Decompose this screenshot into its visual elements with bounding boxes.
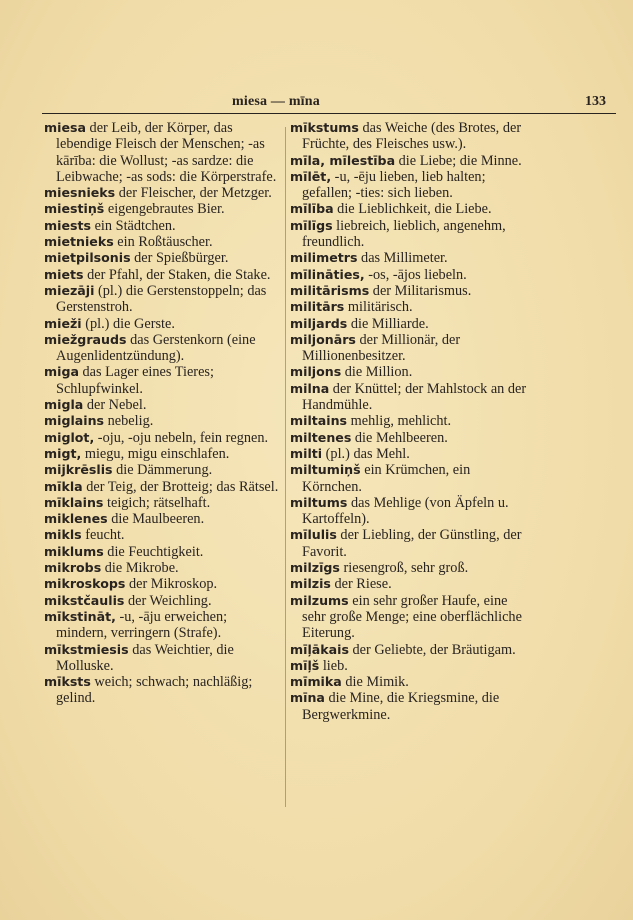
entry-definition: die Milliarde. [347,315,429,332]
entry-definition: die Mimik. [341,674,409,691]
entry-definition: der Knüttel; der Mahlstock an der Handmühle. [302,380,527,414]
dictionary-entry [44,462,280,478]
dictionary-entry [44,544,280,560]
page-number: 133 [585,94,606,109]
entry-headword: mīlulis [290,527,337,543]
entry-headword: mīklains [44,494,104,510]
dictionary-entry [290,690,530,723]
entry-headword: mīlīgs [290,217,333,233]
entry-headword: miests [44,217,91,233]
dictionary-entry [44,397,280,413]
dictionary-entry [44,267,280,283]
entry-definition: nebelig. [104,413,154,430]
dictionary-entry [44,593,280,609]
dictionary-entry [44,316,280,332]
dictionary-entry [44,609,280,642]
entry-headword: mīlība [290,201,334,217]
entry-definition: teigich; rätselhaft. [103,494,211,511]
entry-headword: migt, [44,445,82,461]
dictionary-entry [290,250,530,266]
dictionary-entry [44,283,280,316]
entry-headword: miljonārs [290,331,356,347]
dictionary-entry [290,283,530,299]
dictionary-entry [290,430,530,446]
entry-definition: militärisch. [344,299,413,316]
dictionary-entry [44,642,280,675]
entry-headword: militārisms [290,282,370,298]
entry-headword: mīkla [44,478,83,494]
dictionary-entry [44,201,280,217]
entry-headword: mikroskops [44,576,126,592]
entry-headword: mikls [44,527,82,543]
entry-definition: die Mehlbeeren. [351,429,448,446]
entry-definition: die Mine, die Kriegsmine, die Bergwerkmine. [302,690,500,723]
entry-headword: mīkstums [290,120,359,135]
entry-definition: das Weiche (des Brotes, der Früchte, des Fleisches usw.). [302,120,522,153]
dictionary-entry [44,185,280,201]
entry-definition: der Riese. [330,576,392,593]
entry-definition: -os, -ājos liebeln. [364,266,467,283]
entry-definition: der Militarismus. [369,282,472,299]
entry-headword: miesnieks [44,185,116,201]
entry-headword: mīkstināt, [44,608,116,624]
dictionary-entry [44,234,280,250]
entry-definition: der Fleischer, der Metzger. [115,185,272,202]
entry-headword: miltenes [290,429,352,445]
entry-definition: die Lieblichkeit, die Liebe. [333,201,492,218]
entry-definition: -u, -ēju lieben, lieb halten; gefallen; -ties: sich lieben. [302,168,486,202]
entry-headword: miežgrauds [44,331,127,347]
dictionary-entry [290,642,530,658]
entry-definition: liebreich, lieblich, angenehm, freundlich. [302,217,506,251]
dictionary-entry [290,381,530,414]
entry-headword: milzums [290,592,349,608]
entry-headword: mīlēt, [290,168,332,184]
entry-headword: militārs [290,299,345,315]
entry-headword: miklenes [44,511,108,527]
entry-definition: mehlig, mehlicht. [347,413,452,430]
entry-definition: die Million. [341,364,413,381]
header-rule [42,113,616,114]
entry-definition: riesengroß, sehr groß. [339,560,469,577]
entry-headword: miesa [44,120,86,135]
dictionary-entry [44,511,280,527]
entry-headword: miglot, [44,429,95,445]
dictionary-entry [290,413,530,429]
dictionary-entry [290,316,530,332]
entry-headword: miklums [44,543,104,559]
dictionary-entry [44,364,280,397]
entry-headword: mietpilsonis [44,250,131,266]
entry-headword: miestiņš [44,201,105,217]
entry-headword: milzīgs [290,560,340,576]
dictionary-entry [290,267,530,283]
column-divider [285,127,286,807]
dictionary-entry [44,560,280,576]
dictionary-entry [290,527,530,560]
entry-definition: lieb. [319,657,348,674]
entry-definition: der Geliebte, der Bräutigam. [348,641,516,658]
entry-headword: mietnieks [44,234,114,250]
entry-definition: der Millionär, der Millionenbesitzer. [302,331,461,365]
page-header [42,90,618,112]
dictionary-entry [44,446,280,462]
entry-headword: mikstčaulis [44,592,125,608]
dictionary-entry [290,201,530,217]
entry-definition: die Feuchtigkeit. [103,543,204,560]
dictionary-entry [290,658,530,674]
entry-definition: das Mehlige (von Äpfeln u. Kartoffeln). [302,494,509,528]
dictionary-entry [44,495,280,511]
entry-headword: mīkstmiesis [44,641,129,657]
dictionary-entry [290,332,530,365]
entry-definition: -oju, -oju nebeln, fein regnen. [94,429,269,446]
dictionary-entry [44,674,280,707]
entry-definition: ein Roßtäuscher. [113,234,213,251]
dictionary-entry [290,169,530,202]
entry-headword: miltumiņš [290,462,361,478]
entry-definition: (pl.) das Mehl. [322,445,410,462]
entry-headword: mīksts [44,674,91,690]
entry-headword: mijkrēslis [44,462,113,478]
dictionary-entry [290,462,530,495]
entry-headword: mieži [44,315,82,331]
entry-headword: miljards [290,315,348,331]
dictionary-entry [44,527,280,543]
entry-headword: miets [44,266,84,282]
entry-definition: der Pfahl, der Staken, die Stake. [83,266,271,283]
entry-headword: mikrobs [44,560,102,576]
entry-definition: ein sehr großer Haufe, eine sehr große Menge; eine oberflächliche Eiterung. [302,592,522,642]
entry-definition: der Mikroskop. [125,576,218,593]
dictionary-entry [290,218,530,251]
entry-headword: mīla, mīlestība [290,152,396,168]
entry-definition: miegu, migu einschlafen. [81,445,230,462]
entry-headword: miljons [290,364,342,380]
entry-definition: das Lager eines Tieres; Schlupfwinkel. [56,364,214,397]
dictionary-entry [44,430,280,446]
entry-headword: milna [290,380,330,396]
dictionary-entry [290,120,530,153]
dictionary-entry [290,364,530,380]
entry-headword: miltains [290,413,348,429]
dictionary-entry [290,446,530,462]
entry-definition: der Nebel. [83,397,147,414]
dictionary-entry [290,560,530,576]
entry-definition: eigengebrautes Bier. [104,201,225,218]
entry-definition: ein Krümchen, ein Körnchen. [302,462,471,495]
dictionary-entry [44,120,280,185]
entry-headword: milzis [290,576,331,592]
dictionary-entry [290,495,530,528]
entry-headword: milimetrs [290,250,358,266]
dictionary-entry [290,674,530,690]
entry-headword: mīļš [290,657,320,673]
entry-definition: die Mikrobe. [101,560,179,577]
entry-headword: mīlināties, [290,266,365,282]
dictionary-entry [44,218,280,234]
running-head: miesa — mīna [232,94,320,109]
dictionary-entry [290,576,530,592]
entry-headword: miglains [44,413,105,429]
entry-headword: milti [290,445,323,461]
entry-definition: der Spießbürger. [130,250,229,267]
entry-definition: der Leib, der Körper, das lebendige Fleisch der Menschen; -as kārība: die Wollust; -as sardze: die Leibwache; -as sods: die Körperstrafe. [56,120,277,185]
dictionary-entry [290,299,530,315]
dictionary-entry [44,576,280,592]
entry-definition: (pl.) die Gerstenstoppeln; das Gerstenstroh. [56,282,267,316]
entry-definition: das Gerstenkorn (eine Augenlidentzündung). [56,331,256,365]
entry-definition: der Teig, der Brotteig; das Rätsel. [82,478,279,495]
entry-headword: miltums [290,494,348,510]
entry-definition: die Maulbeeren. [107,511,205,528]
entry-headword: mīļākais [290,641,349,657]
entry-definition: weich; schwach; nachläßig; gelind. [56,674,253,707]
entry-definition: die Liebe; die Minne. [395,152,522,169]
entry-headword: miezāji [44,282,95,298]
entry-definition: der Weichling. [124,592,212,609]
dictionary-entry [44,479,280,495]
right-column [290,120,530,723]
dictionary-entry [290,153,530,169]
entry-headword: mīna [290,690,325,706]
entry-definition: -u, -āju erweichen; mindern, verringern (Strafe). [56,608,228,642]
entry-definition: das Millimeter. [357,250,448,267]
entry-definition: feucht. [81,527,125,544]
left-column [44,120,280,707]
entry-definition: der Liebling, der Günstling, der Favorit. [302,527,522,560]
entry-headword: miga [44,364,79,380]
dictionary-entry [290,593,530,642]
dictionary-entry [44,413,280,429]
dictionary-entry [44,250,280,266]
entry-headword: migla [44,397,84,413]
entry-definition: die Dämmerung. [112,462,213,479]
entry-headword: mīmika [290,674,342,690]
dictionary-entry [44,332,280,365]
entry-definition: das Weichtier, die Molluske. [56,641,234,674]
entry-definition: ein Städtchen. [91,217,176,234]
entry-definition: (pl.) die Gerste. [81,315,175,332]
